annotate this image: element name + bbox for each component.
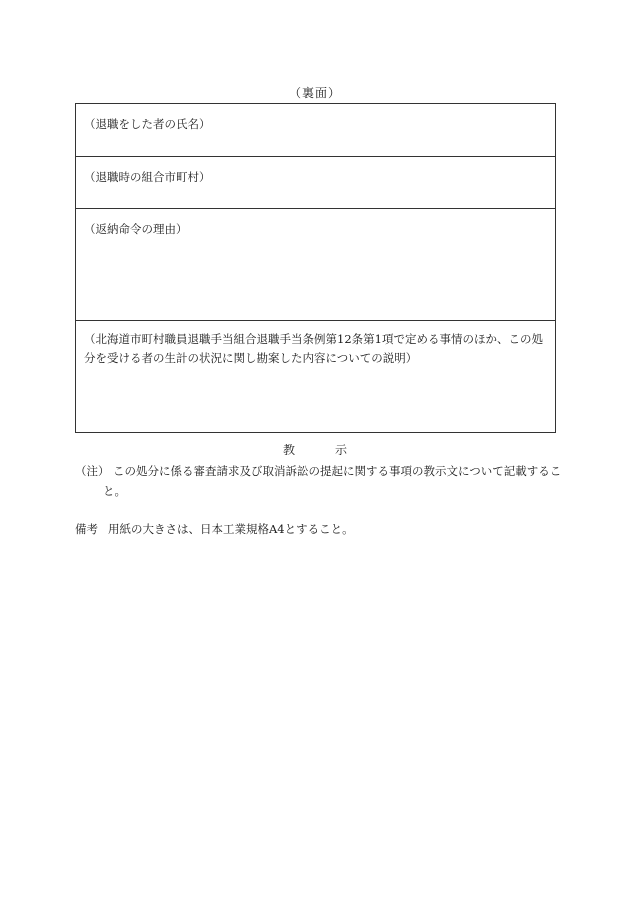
instruction-heading xyxy=(0,441,630,458)
note-text: この処分に係る審査請求及び取消訴訟の提起に関する事項の教示文について記載すること。 xyxy=(103,464,562,498)
field-label: （返納命令の理由） xyxy=(84,222,188,236)
instruction-note xyxy=(75,461,565,501)
form-table xyxy=(75,103,556,433)
field-retiree-name[interactable] xyxy=(76,104,555,157)
instruction-heading-right: 示 xyxy=(335,443,348,457)
remark-text: 用紙の大きさは、日本工業規格A4とすること。 xyxy=(108,522,354,536)
field-label: （退職をした者の氏名） xyxy=(84,117,211,131)
field-living-situation-explanation[interactable] xyxy=(76,321,555,433)
remark xyxy=(75,519,565,539)
field-label: （北海道市町村職員退職手当組合退職手当条例第12条第1項で定める事情のほか、この処分を受ける者の生計の状況に関し勘案した内容についての説明） xyxy=(84,332,543,365)
note-label: （注） xyxy=(75,464,110,478)
instruction-heading-left: 教 xyxy=(282,443,295,457)
field-return-reason[interactable] xyxy=(76,209,555,321)
remark-label: 備考 xyxy=(75,522,98,536)
page-title: （裏面） xyxy=(288,86,341,100)
field-label: （退職時の組合市町村） xyxy=(84,170,211,184)
field-municipality[interactable] xyxy=(76,157,555,209)
